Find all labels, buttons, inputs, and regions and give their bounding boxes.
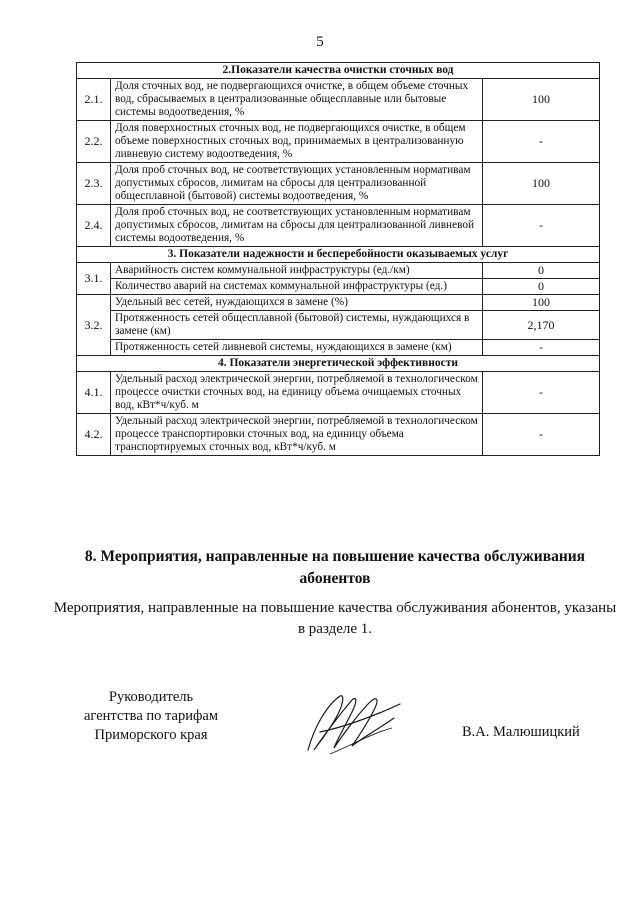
table-row bbox=[77, 295, 600, 311]
page-number: 5 bbox=[316, 34, 324, 50]
signatory-title-line-2: агентства по тарифам bbox=[84, 708, 218, 724]
indicator-value: 2,170 bbox=[483, 311, 600, 340]
table-row bbox=[77, 121, 600, 163]
row-number: 2.4. bbox=[77, 205, 111, 247]
indicator-value: - bbox=[483, 340, 600, 356]
signer-name: В.А. Малюшицкий bbox=[462, 724, 580, 740]
indicator-value: 100 bbox=[483, 79, 600, 121]
indicator-description: Удельный расход электрической энергии, потребляемой в технологическом процессе транспортировки сточных вод, на единицу объема транспортируемых сточных вод, кВт*ч/куб. м bbox=[111, 414, 483, 456]
indicator-description: Количество аварий на системах коммунальной инфраструктуры (ед.) bbox=[111, 279, 483, 295]
indicator-description: Аварийность систем коммунальной инфраструктуры (ед./км) bbox=[111, 263, 483, 279]
row-number: 2.1. bbox=[77, 79, 111, 121]
handwritten-signature bbox=[300, 688, 410, 758]
indicator-description: Доля сточных вод, не подвергающихся очистке, в общем объеме сточных вод, сбрасываемых в централизованные общесплавные или бытовые системы водоотведения, % bbox=[111, 79, 483, 121]
indicator-value: - bbox=[483, 205, 600, 247]
table-row bbox=[77, 205, 600, 247]
signatory-title-line-1: Руководитель bbox=[108, 689, 194, 705]
section-title: 4. Показатели энергетической эффективности bbox=[77, 356, 600, 372]
indicator-description: Удельный расход электрической энергии, потребляемой в технологическом процессе очистки сточных вод, на единицу объема очищаемых сточных вод, кВт*ч/куб. м bbox=[111, 372, 483, 414]
section-header-row bbox=[77, 356, 600, 372]
row-number: 2.3. bbox=[77, 163, 111, 205]
signatory-title bbox=[66, 688, 236, 745]
section-8-paragraph: Мероприятия, направленные на повышение качества обслуживания абонентов, указаны в разделе 1. bbox=[53, 600, 617, 637]
indicator-description: Доля проб сточных вод, не соответствующих установленным нормативам допустимых сбросов, лимитам на сбросы для централизованной общесплавной (бытовой) системы водоотведения, % bbox=[111, 163, 483, 205]
table-row bbox=[77, 414, 600, 456]
indicator-value: 100 bbox=[483, 295, 600, 311]
indicator-value: 100 bbox=[483, 163, 600, 205]
indicator-description: Протяженность сетей общесплавной (бытовой) системы, нуждающихся в замене (км) bbox=[111, 311, 483, 340]
table-body bbox=[77, 63, 600, 456]
section-title: 3. Показатели надежности и бесперебойности оказываемых услуг bbox=[77, 247, 600, 263]
indicator-value: 0 bbox=[483, 263, 600, 279]
indicator-description: Доля проб сточных вод, не соответствующих установленным нормативам допустимых сбросов, лимитам на сбросы для централизованной ливневой системы водоотведения, % bbox=[111, 205, 483, 247]
table-row bbox=[77, 372, 600, 414]
quality-indicators-table bbox=[76, 62, 600, 456]
table-row bbox=[77, 263, 600, 279]
signatory-title-line-3: Приморского края bbox=[94, 727, 208, 743]
indicator-value: 0 bbox=[483, 279, 600, 295]
table-row bbox=[77, 79, 600, 121]
row-number: 3.2. bbox=[77, 295, 111, 356]
table-row bbox=[77, 340, 600, 356]
row-number: 4.1. bbox=[77, 372, 111, 414]
indicator-description: Удельный вес сетей, нуждающихся в замене (%) bbox=[111, 295, 483, 311]
indicator-value: - bbox=[483, 372, 600, 414]
indicator-description: Доля поверхностных сточных вод, не подвергающихся очистке, в общем объеме поверхностных сточных вод, принимаемых в централизованную ливневую систему водоотведения, % bbox=[111, 121, 483, 163]
table-row bbox=[77, 279, 600, 295]
section-header-row bbox=[77, 63, 600, 79]
indicator-value: - bbox=[483, 121, 600, 163]
row-number: 4.2. bbox=[77, 414, 111, 456]
indicator-value: - bbox=[483, 414, 600, 456]
section-title: 2.Показатели качества очистки сточных вод bbox=[77, 63, 600, 79]
row-number: 3.1. bbox=[77, 263, 111, 295]
table-row bbox=[77, 311, 600, 340]
row-number: 2.2. bbox=[77, 121, 111, 163]
table-row bbox=[77, 163, 600, 205]
section-header-row bbox=[77, 247, 600, 263]
section-8-heading: 8. Мероприятия, направленные на повышение качества обслуживания абонентов bbox=[84, 548, 586, 587]
indicator-description: Протяженность сетей ливневой системы, нуждающихся в замене (км) bbox=[111, 340, 483, 356]
